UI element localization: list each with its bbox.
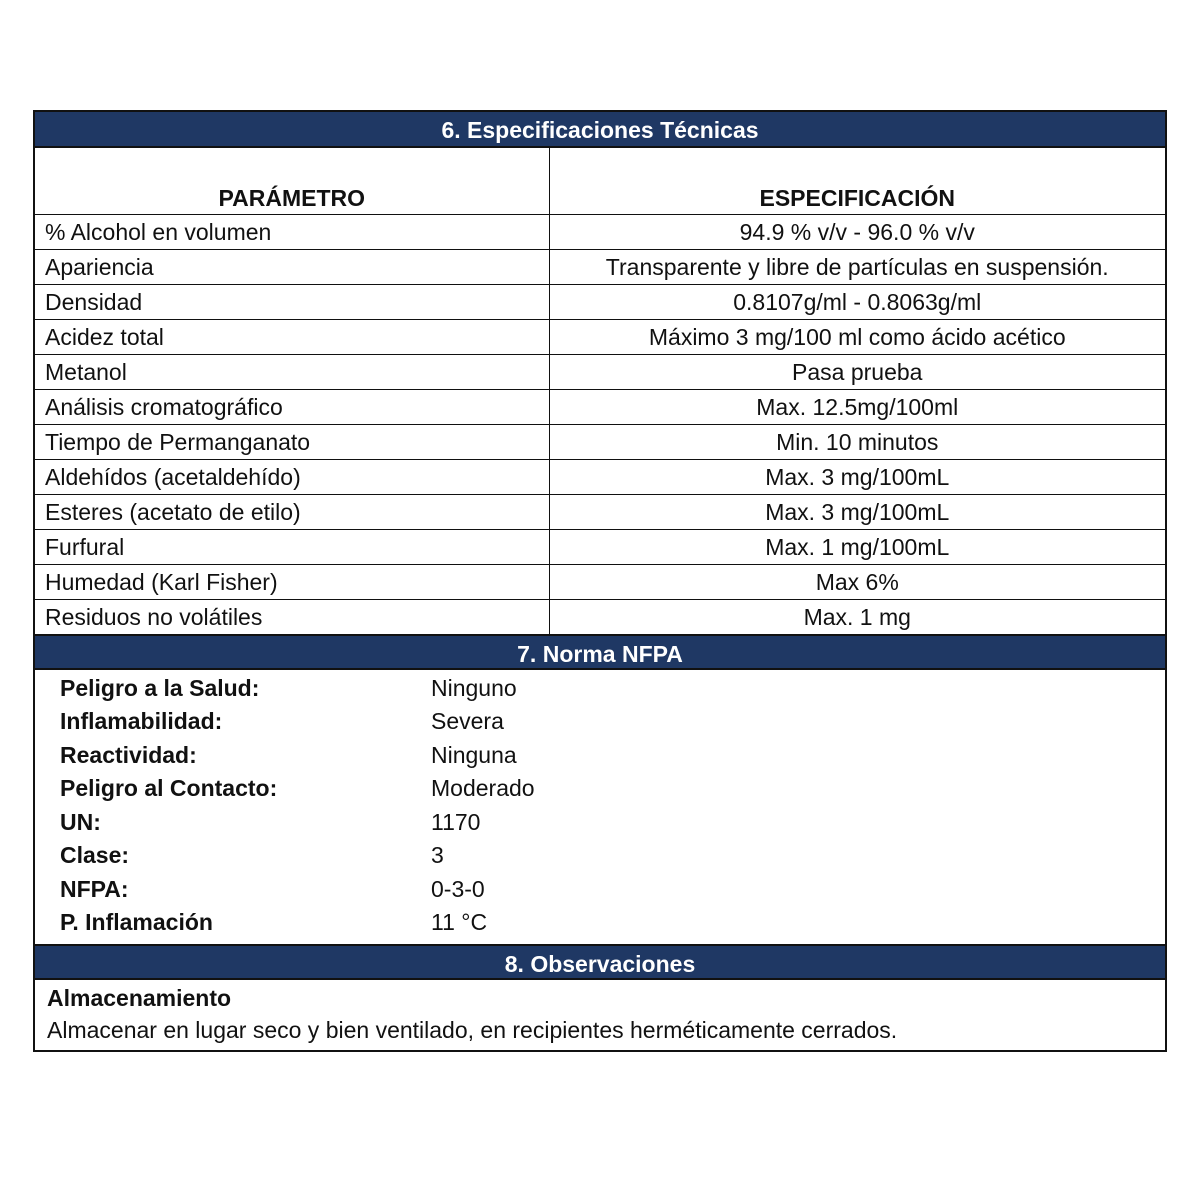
specification-cell: Max 6% (549, 564, 1165, 599)
observations-text: Almacenar en lugar seco y bien ventilado, en recipientes herméticamente cerrados. (47, 1016, 898, 1043)
list-item (35, 772, 1165, 806)
table-row (35, 389, 1165, 424)
specification-cell: Max. 1 mg (549, 599, 1165, 634)
list-item (35, 705, 1165, 739)
table-row (35, 319, 1165, 354)
parameter-cell: Apariencia (35, 249, 549, 284)
table-row (35, 214, 1165, 249)
parameter-cell: % Alcohol en volumen (35, 214, 549, 249)
nfpa-label: Clase: (60, 842, 130, 868)
table-row (35, 564, 1165, 599)
parameter-cell: Esteres (acetato de etilo) (35, 494, 549, 529)
nfpa-label: Peligro al Contacto: (60, 775, 278, 801)
specification-cell: Transparente y libre de partículas en suspensión. (549, 249, 1165, 284)
table-row (35, 284, 1165, 319)
list-item (35, 873, 1165, 907)
table-row (35, 354, 1165, 389)
nfpa-label: Inflamabilidad: (60, 708, 223, 734)
nfpa-list (35, 670, 1165, 944)
nfpa-value: 3 (431, 842, 444, 868)
table-header-row (35, 148, 1165, 214)
table-row (35, 249, 1165, 284)
table-row (35, 459, 1165, 494)
parameter-cell: Tiempo de Permanganato (35, 424, 549, 459)
nfpa-value: 0-3-0 (431, 875, 485, 902)
observations-subtitle: Almacenamiento (47, 984, 232, 1011)
nfpa-value: 1170 (431, 808, 481, 835)
table-row (35, 494, 1165, 529)
parameter-cell: Furfural (35, 529, 549, 564)
specification-cell: Máximo 3 mg/100 ml como ácido acético (549, 319, 1165, 354)
nfpa-value: Moderado (431, 775, 535, 801)
table-row (35, 529, 1165, 564)
parameter-cell: Residuos no volátiles (35, 599, 549, 634)
specification-cell: Max. 3 mg/100mL (549, 459, 1165, 494)
specification-cell: Pasa prueba (549, 354, 1165, 389)
nfpa-label: Reactividad: (60, 741, 197, 768)
list-item (35, 739, 1165, 773)
table-row (35, 424, 1165, 459)
section-8-header: 8. Observaciones (35, 944, 1165, 980)
column-header-parameter: PARÁMETRO (35, 148, 549, 214)
parameter-cell: Aldehídos (acetaldehído) (35, 459, 549, 494)
specification-cell: Min. 10 minutos (549, 424, 1165, 459)
specification-cell: Max. 1 mg/100mL (549, 529, 1165, 564)
specifications-table (35, 148, 1165, 634)
technical-sheet (33, 110, 1167, 1052)
specification-cell: 94.9 % v/v - 96.0 % v/v (549, 214, 1165, 249)
nfpa-label: NFPA: (60, 875, 129, 902)
section-7-header: 7. Norma NFPA (35, 634, 1165, 670)
parameter-cell: Metanol (35, 354, 549, 389)
specification-cell: 0.8107g/ml - 0.8063g/ml (549, 284, 1165, 319)
list-item (35, 672, 1165, 706)
column-header-specification: ESPECIFICACIÓN (549, 148, 1165, 214)
parameter-cell: Acidez total (35, 319, 549, 354)
specification-cell: Max. 12.5mg/100ml (549, 389, 1165, 424)
list-item (35, 806, 1165, 840)
specification-cell: Max. 3 mg/100mL (549, 494, 1165, 529)
table-row (35, 599, 1165, 634)
nfpa-label: UN: (60, 808, 101, 835)
parameter-cell: Análisis cromatográfico (35, 389, 549, 424)
nfpa-value: 11 °C (431, 909, 488, 935)
nfpa-label: Peligro a la Salud: (60, 674, 260, 701)
nfpa-value: Severa (431, 708, 504, 734)
parameter-cell: Densidad (35, 284, 549, 319)
nfpa-label: P. Inflamación (60, 909, 213, 935)
parameter-cell: Humedad (Karl Fisher) (35, 564, 549, 599)
nfpa-value: Ninguno (431, 674, 517, 701)
list-item (35, 906, 1165, 940)
observations-block (35, 980, 1165, 1050)
list-item (35, 839, 1165, 873)
section-6-header: 6. Especificaciones Técnicas (35, 112, 1165, 148)
nfpa-value: Ninguna (431, 741, 517, 768)
